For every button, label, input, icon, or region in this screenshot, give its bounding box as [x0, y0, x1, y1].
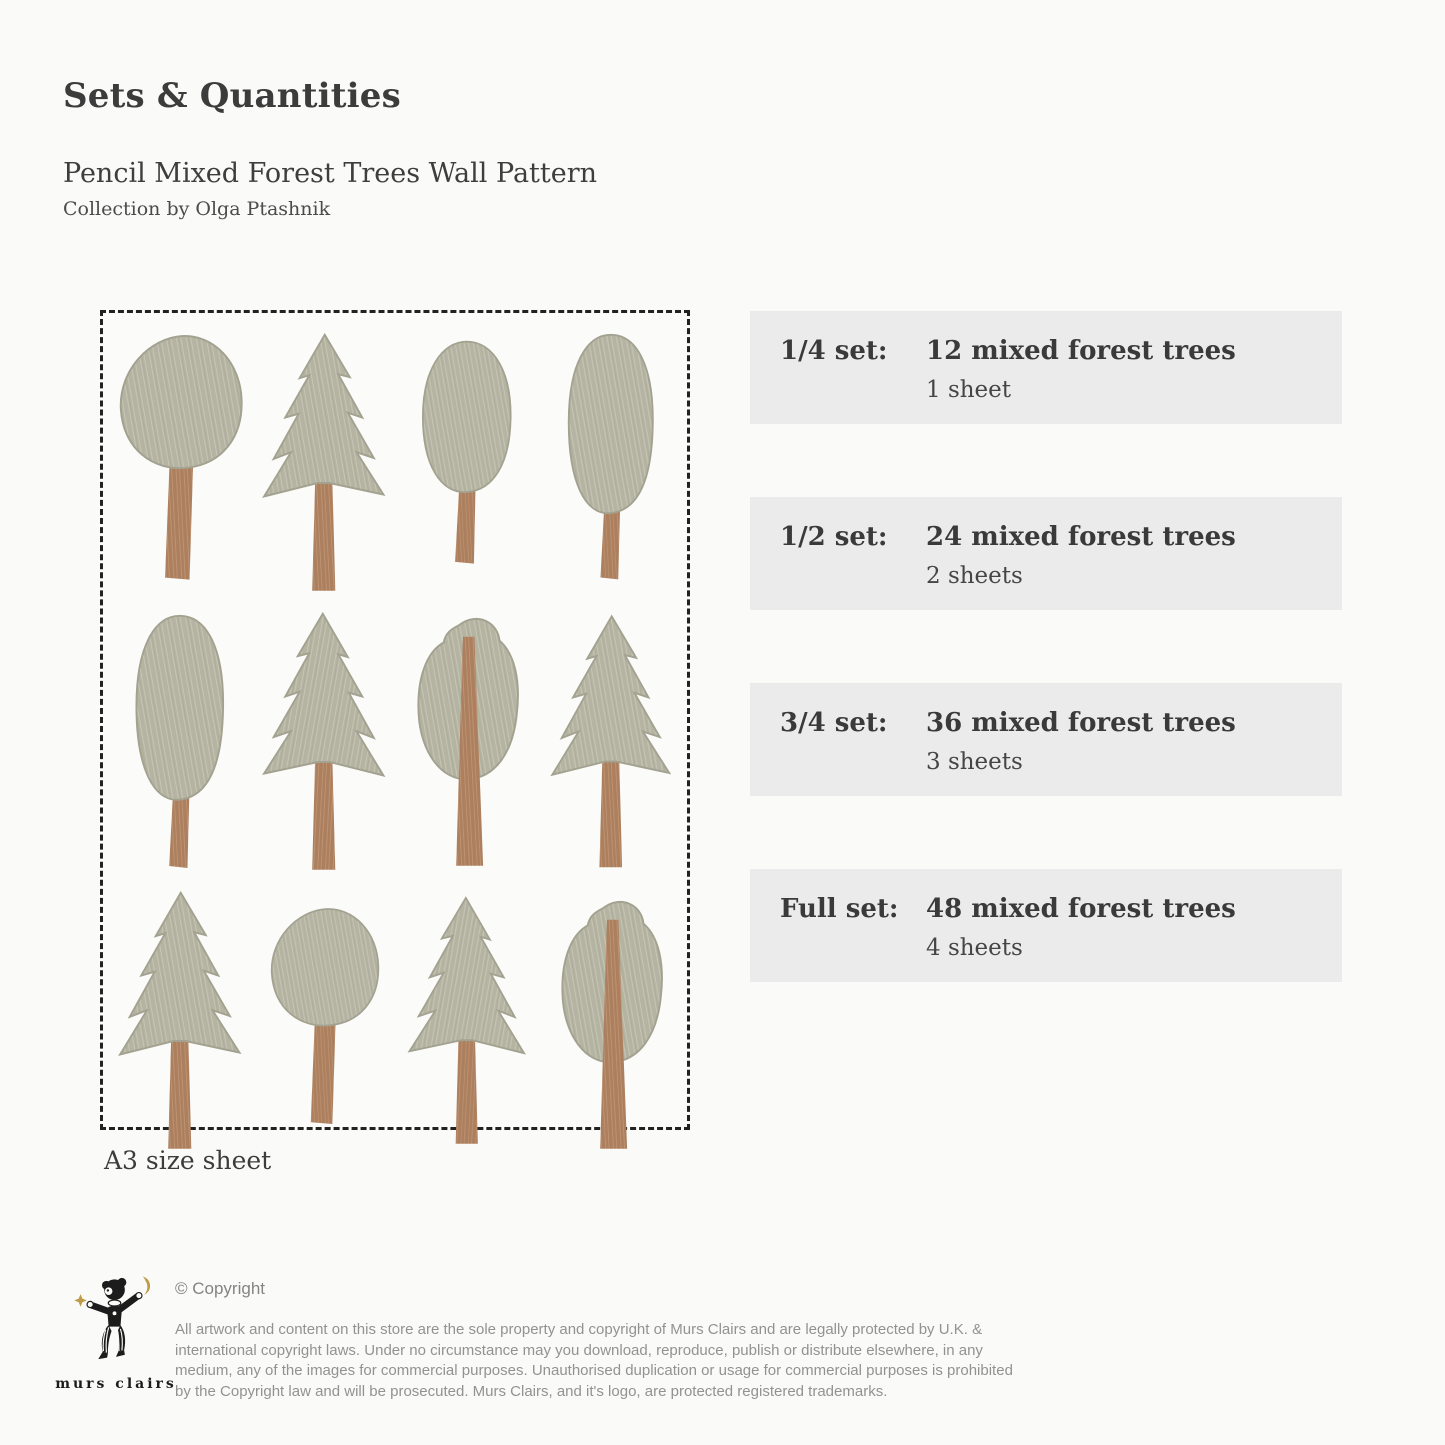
- copyright-body: All artwork and content on this store are the sole property and copyright of Murs Clairs and are legally protected by U.K. & international copyright laws. Under no circumstance may you download, reproduce, publish or distribute elsewhere, in any medium, any of the images for commercial purposes. Unauthorised duplication or usage for commercial purposes is prohibited by the Copyright law and will be prosecuted. Murs Clairs, and it's logo, are protected registered trademarks.: [175, 1321, 1013, 1400]
- set-details: [926, 894, 1236, 982]
- set-label: 1/2 set:: [780, 522, 888, 552]
- tree-oval-icon: [398, 323, 536, 598]
- brand-logo: [55, 1272, 177, 1392]
- set-label: Full set:: [780, 894, 899, 924]
- a3-sheet-preview: [100, 310, 690, 1130]
- tree-pine-icon: [255, 323, 393, 598]
- murs-clairs-logo-icon: [66, 1272, 166, 1368]
- sheet-caption: A3 size sheet: [104, 1146, 272, 1175]
- tree-pine-icon: [542, 602, 680, 877]
- set-sheets: 1 sheet: [926, 377, 1012, 403]
- tree-oval-tall-icon: [542, 323, 680, 598]
- set-quantity: 24 mixed forest trees: [926, 522, 1236, 552]
- set-row-three-quarter: [750, 683, 1342, 796]
- set-label: 3/4 set:: [780, 708, 888, 738]
- set-row-quarter: [750, 311, 1342, 424]
- tree-round-icon: [255, 881, 393, 1156]
- sheet-trees: [111, 323, 679, 1115]
- set-quantity: 12 mixed forest trees: [926, 336, 1236, 366]
- copyright-heading: © Copyright: [175, 1279, 266, 1298]
- tree-oval-tall-icon: [111, 602, 249, 877]
- tree-pine-icon: [111, 881, 249, 1156]
- tree-trunk-icon: [398, 602, 536, 877]
- collection-byline: Collection by Olga Ptashnik: [63, 198, 331, 220]
- set-sheets: 3 sheets: [926, 749, 1023, 775]
- product-title: Pencil Mixed Forest Trees Wall Pattern: [63, 158, 598, 189]
- tree-pine-icon: [255, 602, 393, 877]
- set-row-half: [750, 497, 1342, 610]
- brand-name: murs clairs: [55, 1376, 177, 1392]
- set-details: [926, 522, 1236, 610]
- set-sheets: 2 sheets: [926, 563, 1023, 589]
- set-row-full: [750, 869, 1342, 982]
- tree-round-icon: [111, 323, 249, 598]
- sets-list: [750, 311, 1342, 1055]
- set-quantity: 36 mixed forest trees: [926, 708, 1236, 738]
- set-details: [926, 708, 1236, 796]
- tree-trunk-icon: [542, 881, 680, 1156]
- set-quantity: 48 mixed forest trees: [926, 894, 1236, 924]
- set-label: 1/4 set:: [780, 336, 888, 366]
- tree-pine-icon: [398, 881, 536, 1156]
- set-details: [926, 336, 1236, 424]
- page-title: Sets & Quantities: [63, 76, 401, 116]
- set-sheets: 4 sheets: [926, 935, 1023, 961]
